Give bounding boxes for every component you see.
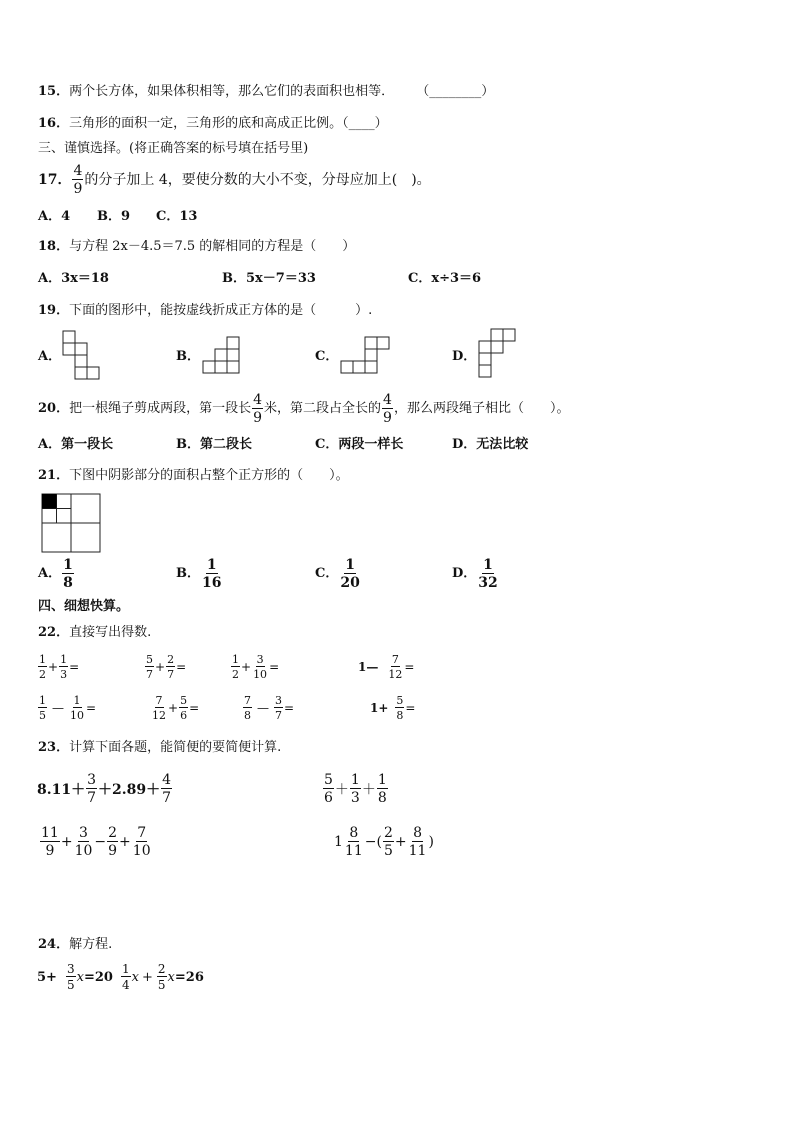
question-text-b: 米，第二段占全长的 <box>264 401 382 416</box>
option-a[interactable]: A． <box>38 349 62 364</box>
option-b[interactable]: B． <box>176 349 200 364</box>
question-text: 与方程 2x－4.5＝7.5 的解相同的方程是（ ） <box>69 239 356 254</box>
option-b[interactable]: B． $\frac{1}{16}$ <box>176 556 222 591</box>
section-3-heading: 三、谨慎选择。(将正确答案的标号填在括号里) <box>38 141 309 156</box>
question-21 <box>38 467 349 485</box>
option-a[interactable]: A．第一段长 <box>38 437 114 452</box>
section-4-heading: 四、细想快算。 <box>38 599 130 614</box>
question-number: 23． <box>38 740 70 755</box>
option-a[interactable]: A．3x＝18 <box>38 271 109 286</box>
question-20 <box>38 392 569 426</box>
mental-expr-2: 5 7 + $\frac{2}{7}$ = <box>146 653 187 681</box>
question-text: 三角形的面积一定，三角形的底和高成正比例。 <box>69 116 343 131</box>
question-22 <box>38 624 151 642</box>
answer-blank[interactable]: （____） <box>342 116 388 131</box>
option-a[interactable]: A．4 <box>38 209 71 224</box>
option-c[interactable]: C．13 <box>156 209 198 224</box>
question-number: 20． <box>38 401 70 416</box>
mental-expr-3: 1 2 + $\frac{3}{10}$ = <box>232 653 280 681</box>
question-number: 17． <box>38 172 72 188</box>
question-text: 两个长方体，如果体积相等，那么它们的表面积也相等． <box>69 84 395 99</box>
question-18 <box>38 238 355 256</box>
option-d[interactable]: D． <box>452 349 477 364</box>
question-text: 下图中阴影部分的面积占整个正方形的（ ）。 <box>69 468 349 483</box>
question-number: 16． <box>38 116 70 131</box>
question-text-c: ，那么两段绳子相比（ ）。 <box>393 401 570 416</box>
mental-expr-4: 1— $\frac{7}{12}$ = <box>358 653 415 681</box>
option-b[interactable]: B．5x－7＝33 <box>222 271 316 286</box>
equation-1: 5+ $\frac{3}{5}$ x =20 <box>37 962 113 992</box>
cube-net-c <box>340 336 392 378</box>
question-text-a: 把一根绳子剪成两段，第一段长 <box>69 401 252 416</box>
equation-2: 1 4 x + $\frac{2}{5}$ x =26 <box>122 962 204 992</box>
question-number: 21． <box>38 468 70 483</box>
question-number: 15． <box>38 84 70 99</box>
mental-expr-7: 7 8 — $\frac{3}{7}$ = <box>244 694 295 722</box>
square-figure <box>41 493 103 555</box>
question-number: 19． <box>38 303 70 318</box>
fraction: $\frac{4}{9}$ <box>253 391 263 426</box>
question-19 <box>38 302 372 320</box>
question-15 <box>38 83 494 101</box>
mental-expr-1: 1 2 + $\frac{1}{3}$ = <box>39 653 80 681</box>
option-c[interactable]: C．x÷3＝6 <box>408 271 482 286</box>
calc-expr-3: 11 9 + $\frac{3}{10}$ − $\frac{2}{9}$ + $\frac{7}{10}$ <box>41 825 151 859</box>
question-17 <box>38 163 431 197</box>
option-c[interactable]: C．两段一样长 <box>315 437 404 452</box>
cube-net-b <box>202 336 244 378</box>
fraction: $\frac{4}{9}$ <box>383 391 392 426</box>
option-c[interactable]: C． $\frac{1}{20}$ <box>315 556 360 591</box>
question-number: 22． <box>38 625 70 640</box>
calc-expr-2: 5 6 ＋ 1 3 ＋ 1 8 <box>324 772 387 806</box>
mental-expr-6: 7 12 + $\frac{5}{6}$ = <box>152 694 200 722</box>
option-b[interactable]: B．第二段长 <box>176 437 252 452</box>
cube-net-d <box>478 328 520 384</box>
answer-blank[interactable]: （________） <box>416 84 495 99</box>
question-text: 直接写出得数. <box>69 625 152 640</box>
question-text: 下面的图形中，能按虚线折成正方体的是（ ）. <box>69 303 373 318</box>
option-b[interactable]: B．9 <box>97 209 131 224</box>
calc-expr-1: 8.11＋ 3 7 ＋2.89＋ 4 7 <box>37 772 172 806</box>
question-23 <box>38 739 281 757</box>
question-number: 18． <box>38 239 70 254</box>
question-text: 的分子加上 4，要使分数的大小不变，分母应加上( )。 <box>84 172 431 188</box>
mental-expr-8: 1+ $\frac{5}{8}$ = <box>370 694 416 722</box>
option-d[interactable]: D．无法比较 <box>452 437 529 452</box>
cube-net-a <box>62 330 102 384</box>
question-16 <box>38 115 388 133</box>
question-number: 24． <box>38 937 70 952</box>
option-c[interactable]: C． <box>315 349 339 364</box>
mental-expr-5: 1 5 — $\frac{1}{10}$ = <box>39 694 97 722</box>
question-text: 计算下面各题，能简便的要简便计算. <box>69 740 282 755</box>
calc-expr-4: 1 8 11 −( 2 5 + $\frac{8}{11}$ ) <box>334 825 434 859</box>
fraction: $\frac{4}{9}$ <box>73 163 83 197</box>
option-a[interactable]: A． $\frac{1}{8}$ <box>38 556 73 591</box>
question-24 <box>38 936 112 954</box>
shaded-region <box>42 494 57 509</box>
option-d[interactable]: D． $\frac{1}{32}$ <box>452 556 498 591</box>
question-text: 解方程. <box>69 937 113 952</box>
